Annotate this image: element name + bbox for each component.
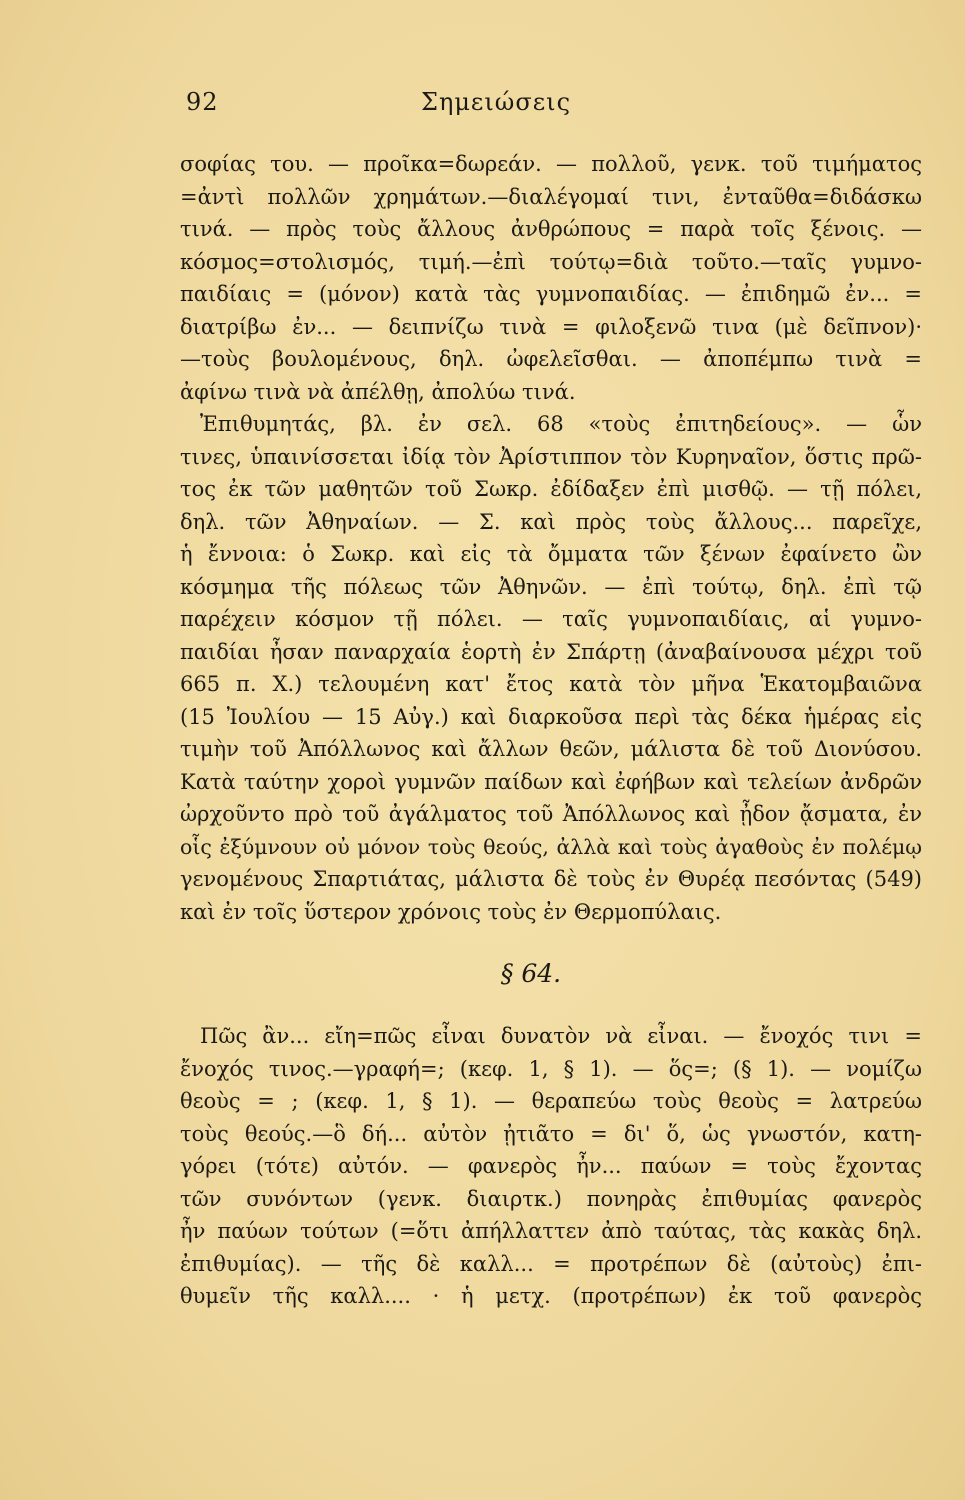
- text-line: τος ἐκ τῶν μαθητῶν τοῦ Σωκρ. ἐδίδαξεν ἐπὶ μισθῷ. — τῇ πόλει,: [180, 477, 922, 501]
- text-line: ἦν παύων τούτων (=ὅτι ἀπήλλαττεν ἀπὸ ταύτας, τὰς κακὰς δηλ.: [180, 1219, 922, 1243]
- text-line: γενομένους Σπαρτιάτας, μάλιστα δὲ τοὺς ἐν Θυρέᾳ πεσόντας (549): [180, 867, 922, 891]
- text-line: τινά. — πρὸς τοὺς ἄλλους ἀνθρώπους = παρὰ τοῖς ξένοις. —: [180, 217, 922, 241]
- text-line: Πῶς ἂν... εἴη=πῶς εἶναι δυνατὸν νὰ εἶναι. — ἔνοχός τινι =: [200, 1024, 922, 1048]
- text-line: τῶν συνόντων (γενκ. διαιρτκ.) πονηρὰς ἐπιθυμίας φανερὸς: [180, 1186, 922, 1211]
- text-line: ἡ ἔννοια: ὁ Σωκρ. καὶ εἰς τὰ ὄμματα τῶν ξένων ἐφαίνετο ὢν: [180, 542, 922, 566]
- page-header: [186, 88, 905, 128]
- text-line: —τοὺς βουλομένους, δηλ. ὠφελεῖσθαι. — ἀποπέμπω τινὰ =: [180, 347, 922, 371]
- text-line: παιδίαι ἦσαν παναρχαία ἑορτὴ ἐν Σπάρτῃ (ἀναβαίνουσα μέχρι τοῦ: [180, 639, 922, 664]
- page-number: 92: [186, 88, 219, 116]
- running-title: Σημειώσεις: [420, 88, 572, 116]
- text-line: παιδίαις = (μόνον) κατὰ τὰς γυμνοπαιδίας. — ἐπιδημῶ ἐν... =: [180, 282, 922, 306]
- text-line: κόσμημα τῆς πόλεως τῶν Ἀθηνῶν. — ἐπὶ τούτῳ, δηλ. ἐπὶ τῷ: [180, 574, 922, 599]
- text-line: ἐπιθυμίας). — τῆς δὲ καλλ... = προτρέπων δὲ (αὐτοὺς) ἐπι-: [180, 1251, 922, 1276]
- text-line: θυμεῖν τῆς καλλ.... · ἡ μετχ. (προτρέπων) ἐκ τοῦ φανερὸς: [180, 1284, 922, 1308]
- text-line: =ἀντὶ πολλῶν χρημάτων.—διαλέγομαί τινι, ἐνταῦθα=διδάσκω: [180, 184, 922, 209]
- text-line: ὠρχοῦντο πρὸ τοῦ ἀγάλματος τοῦ Ἀπόλλωνος καὶ ᾖδον ᾄσματα, ἐν: [180, 802, 922, 826]
- text-line: Ἐπιθυμητάς, βλ. ἐν σελ. 68 «τοὺς ἐπιτηδείους». — ὧν: [200, 412, 922, 436]
- page-body: [180, 148, 922, 1313]
- text-line: θεοὺς = ; (κεφ. 1, § 1). — θεραπεύω τοὺς θεοὺς = λατρεύω: [180, 1089, 922, 1113]
- text-line: διατρίβω ἐν... — δειπνίζω τινὰ = φιλοξενῶ τινα (μὲ δεῖπνον)·: [180, 314, 922, 339]
- text-line: σοφίας του. — προῖκα=δωρεάν. — πολλοῦ, γενκ. τοῦ τιμήματος: [180, 152, 922, 176]
- text-line: (15 Ἰουλίου — 15 Αὐγ.) καὶ διαρκοῦσα περὶ τὰς δέκα ἡμέρας εἰς: [180, 704, 922, 729]
- section-heading: § 64.: [500, 959, 562, 988]
- text-line: τιμὴν τοῦ Ἀπόλλωνος καὶ ἄλλων θεῶν, μάλιστα δὲ τοῦ Διονύσου.: [180, 737, 922, 761]
- text-line: γόρει (τότε) αὐτόν. — φανερὸς ἦν... παύων = τοὺς ἔχοντας: [180, 1154, 922, 1178]
- text-line: τοὺς θεούς.—ὃ δή... αὐτὸν ᾐτιᾶτο = δι' ὅ, ὡς γνωστόν, κατη-: [180, 1121, 922, 1146]
- text-line: Κατὰ ταύτην χοροὶ γυμνῶν παίδων καὶ ἐφήβων καὶ τελείων ἀνδρῶν: [180, 769, 922, 794]
- text-line: ἀφίνω τινὰ νὰ ἀπέλθῃ, ἀπολύω τινά.: [180, 379, 576, 404]
- text-line: δηλ. τῶν Ἀθηναίων. — Σ. καὶ πρὸς τοὺς ἄλλους... παρεῖχε,: [180, 509, 922, 534]
- text-line: τινες, ὑπαινίσσεται ἰδίᾳ τὸν Ἀρίστιππον τὸν Κυρηναῖον, ὅστις πρῶ-: [180, 444, 922, 469]
- text-line: οἷς ἐξύμνουν οὐ μόνον τοὺς θεούς, ἀλλὰ καὶ τοὺς ἀγαθοὺς ἐν πολέμῳ: [180, 834, 922, 859]
- text-line: παρέχειν κόσμον τῇ πόλει. — ταῖς γυμνοπαιδίαις, αἱ γυμνο-: [180, 607, 922, 631]
- text-line: καὶ ἐν τοῖς ὕστερον χρόνοις τοὺς ἐν Θερμοπύλαις.: [180, 899, 722, 924]
- text-line: ἔνοχός τινος.—γραφή=; (κεφ. 1, § 1). — ὅς=; (§ 1). — νομίζω: [180, 1056, 922, 1081]
- text-line: 665 π. Χ.) τελουμένη κατ' ἔτος κατὰ τὸν μῆνα Ἑκατομβαιῶνα: [180, 672, 922, 696]
- text-line: κόσμος=στολισμός, τιμή.—ἐπὶ τούτῳ=διὰ τοῦτο.—ταῖς γυμνο-: [180, 249, 922, 274]
